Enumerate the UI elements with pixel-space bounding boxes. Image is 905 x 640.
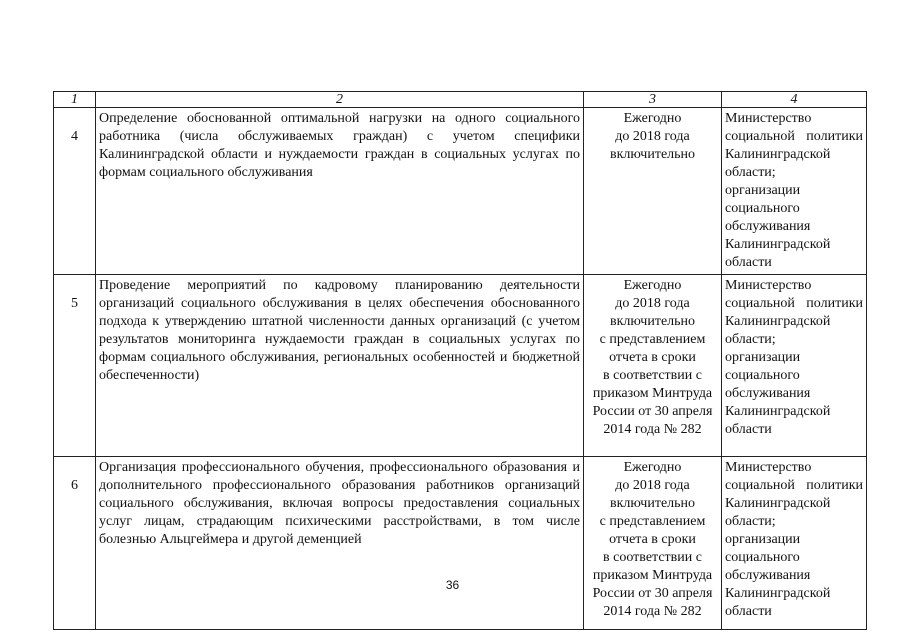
term-line: до 2018 года: [615, 296, 690, 311]
term-line: Ежегодно: [623, 278, 682, 293]
page-number: 36: [445, 578, 460, 592]
responsible-line: Калининградской области: [725, 404, 831, 437]
responsible-line: организации социального обслуживания: [725, 350, 811, 401]
term-line: Ежегодно: [623, 460, 682, 475]
measure-term: [584, 457, 722, 630]
row-number: 6: [54, 457, 96, 630]
table-row: [54, 108, 867, 275]
responsible-executors: [722, 457, 867, 630]
table-row: [54, 457, 867, 630]
term-line: приказом Минтруда: [592, 386, 713, 401]
header-col-4: 4: [722, 92, 867, 108]
term-line: с представлением: [599, 514, 706, 529]
responsible-line: Министерство социальной политики Калининградской области;: [725, 111, 863, 180]
row-number: 5: [54, 275, 96, 457]
responsible-executors: [722, 108, 867, 275]
responsible-line: Калининградской области: [725, 237, 831, 270]
term-line: включительно: [609, 314, 696, 329]
header-col-2: 2: [96, 92, 584, 108]
term-line: включительно: [609, 496, 696, 511]
measure-term: [584, 275, 722, 457]
responsible-executors: [722, 275, 867, 457]
measure-description: Организация профессионального обучения, профессионального образования и дополнительного профессионального образования работников организаций социального обслуживания, включая вопросы предоставления социальных услуг лицам, страдающим психическими расстройствами, в том числе болезнью Альцгеймера и другой деменцией: [96, 457, 584, 630]
term-line: Ежегодно: [623, 111, 682, 126]
header-row: [54, 92, 867, 108]
responsible-line: Калининградской области: [725, 586, 831, 619]
term-line: до 2018 года: [615, 129, 690, 144]
responsible-line: Министерство социальной политики Калининградской области;: [725, 278, 863, 347]
term-line: России от 30 апреля: [592, 586, 713, 601]
term-line: с представлением: [599, 332, 706, 347]
measure-term: [584, 108, 722, 275]
term-line: в соответствии с: [603, 550, 702, 565]
row-number: 4: [54, 108, 96, 275]
term-line: 2014 года № 282: [603, 604, 702, 619]
term-line: в соответствии с: [603, 368, 702, 383]
term-line: отчета в сроки: [609, 350, 696, 365]
measure-description: Проведение мероприятий по кадровому планированию деятельности организаций социального обслуживания в целях обеспечения обоснованного подхода к утверждению штатной численности данных организаций (с учетом результатов мониторинга нуждаемости граждан в социальных услугах по формам социального обслуживания, региональных особенностей и бюджетной обеспеченности): [96, 275, 584, 457]
term-line: приказом Минтруда: [592, 568, 713, 583]
responsible-line: Министерство социальной политики Калининградской области;: [725, 460, 863, 529]
term-line: 2014 года № 282: [603, 422, 702, 437]
term-line: России от 30 апреля: [592, 404, 713, 419]
term-line: отчета в сроки: [609, 532, 696, 547]
header-col-1: 1: [54, 92, 96, 108]
term-line: включительно: [609, 147, 696, 162]
term-line: до 2018 года: [615, 478, 690, 493]
header-col-3: 3: [584, 92, 722, 108]
responsible-line: организации социального обслуживания: [725, 183, 811, 234]
responsible-line: организации социального обслуживания: [725, 532, 811, 583]
table-row: [54, 275, 867, 457]
measure-description: Определение обоснованной оптимальной нагрузки на одного социального работника (числа обслуживаемых граждан) с учетом специфики Калининградской области и нуждаемости граждан в социальных услугах по формам социального обслуживания: [96, 108, 584, 275]
measures-table: [53, 91, 867, 630]
